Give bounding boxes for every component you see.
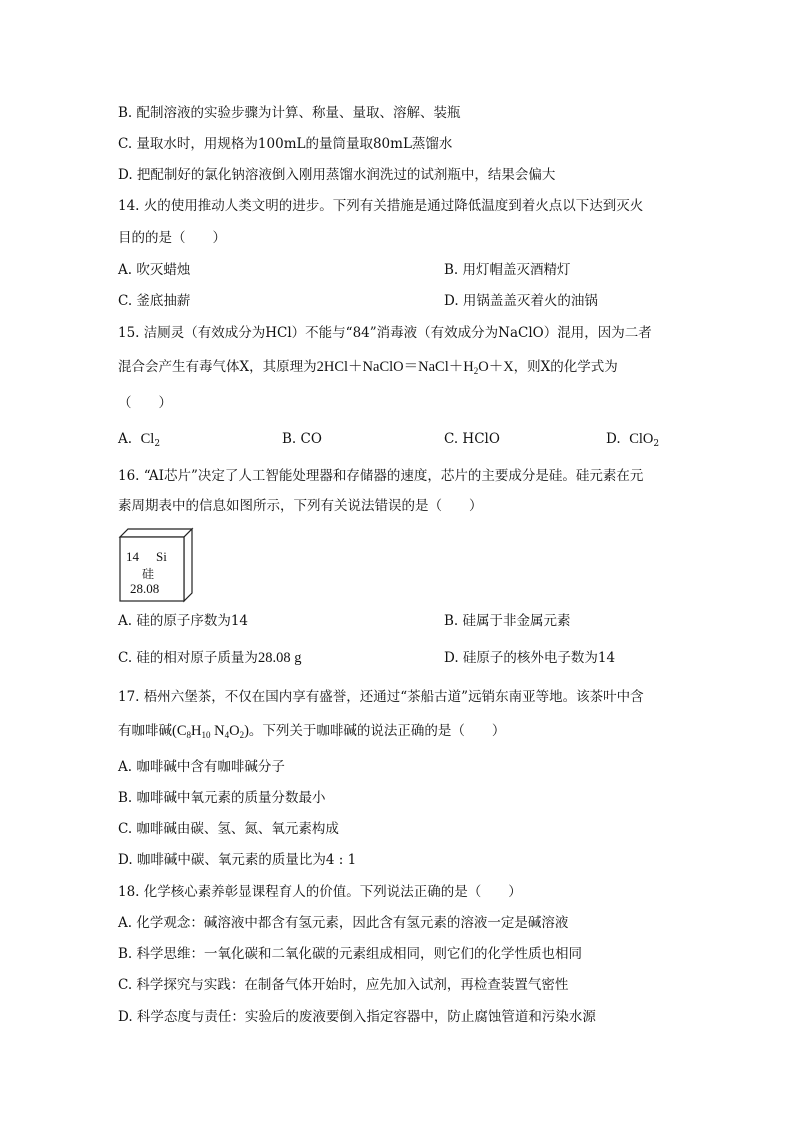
q15-option-a-subscript: 2 xyxy=(154,439,161,449)
q15-option-a-formula: Cl xyxy=(140,431,155,447)
q16-option-b: B. 硅属于非金属元素 xyxy=(444,613,571,629)
q18-option-a: A. 化学观念：碱溶液中都含有氢元素，因此含有氢元素的溶液一定是碱溶液 xyxy=(118,915,569,931)
q16-stem-line1: 16. “AI芯片”决定了人工智能处理器和存储器的速度，芯片的主要成分是硅。硅元素在元 xyxy=(118,468,644,484)
q18-stem: 18. 化学核心素养彰显课程育人的价值。下列说法正确的是（ ） xyxy=(118,884,522,900)
q14-stem-line2: 目的的是（ ） xyxy=(118,230,226,246)
q14-option-a: A. 吹灭蜡烛 xyxy=(118,262,191,278)
formula-n: N xyxy=(210,723,225,739)
q15-stem-question: ，则X的化学式为 xyxy=(513,359,618,375)
formula-o: O xyxy=(229,723,240,739)
element-atomic-mass: 28.08 xyxy=(130,581,160,596)
element-symbol: Si xyxy=(156,549,167,564)
formula-close: ) xyxy=(244,723,249,739)
q15-option-c: C. HClO xyxy=(444,431,500,447)
formula-sub-h: 10 xyxy=(201,730,211,740)
q15-stem-line2 xyxy=(118,358,618,376)
q15-eq-lhs: 2HCl＋NaClO＝NaCl＋H xyxy=(316,359,474,375)
formula-h: H xyxy=(191,723,202,739)
silicon-element-cube xyxy=(118,527,194,603)
q18-option-d: D. 科学态度与责任：实验后的废液要倒入指定容器中，防止腐蚀管道和污染水源 xyxy=(118,1009,596,1025)
q17-stem-text: 有咖啡碱 xyxy=(118,723,172,739)
q13-option-c: C. 量取水时，用规格为100mL的量筒量取80mL蒸馏水 xyxy=(118,136,453,152)
caffeine-formula xyxy=(172,723,249,739)
q15-eq-rhs: O＋X xyxy=(478,359,514,375)
q17-option-d: D. 咖啡碱中碳、氧元素的质量比为4 : 1 xyxy=(118,852,357,868)
q15-option-a xyxy=(118,430,160,448)
element-atomic-number: 14 xyxy=(126,549,139,564)
q15-stem-text: 混合会产生有毒气体X，其原理为 xyxy=(118,359,317,375)
q15-equation xyxy=(317,359,514,375)
q15-eq-subscript: 2 xyxy=(473,366,479,376)
formula-sub-n: 4 xyxy=(224,730,230,740)
q15-stem-line3: （ ） xyxy=(118,395,172,411)
q14-option-d: D. 用锅盖盖灭着火的油锅 xyxy=(444,293,598,309)
formula-open: (C xyxy=(172,723,187,739)
q15-option-d-letter: D. xyxy=(606,431,621,447)
q16-option-d: D. 硅原子的核外电子数为14 xyxy=(444,650,616,666)
formula-sub-o: 2 xyxy=(239,730,245,740)
q17-stem-line2 xyxy=(118,722,505,740)
q15-option-a-letter: A. xyxy=(118,431,133,447)
q17-stem-question: 。下列关于咖啡碱的说法正确的是（ ） xyxy=(248,723,506,739)
q17-option-c: C. 咖啡碱由碳、氢、氮、氧元素构成 xyxy=(118,821,339,837)
q16-option-c-text: C. 硅的相对原子质量为 xyxy=(118,650,258,666)
q17-option-a: A. 咖啡碱中含有咖啡碱分子 xyxy=(118,759,285,775)
formula-sub-c: 8 xyxy=(186,730,191,740)
q16-option-a: A. 硅的原子序数为14 xyxy=(118,613,249,629)
q15-option-b: B. CO xyxy=(282,431,322,447)
q13-option-b: B. 配制溶液的实验步骤为计算、称量、量取、溶解、装瓶 xyxy=(118,105,461,121)
q18-option-c: C. 科学探究与实践：在制备气体开始时，应先加入试剂，再检查装置气密性 xyxy=(118,977,569,993)
q15-option-d-formula: ClO xyxy=(629,431,654,447)
q16-option-c xyxy=(118,649,301,667)
element-name: 硅 xyxy=(142,567,155,581)
q14-option-b: B. 用灯帽盖灭酒精灯 xyxy=(444,262,571,278)
q17-stem-line1: 17. 梧州六堡茶，不仅在国内享有盛誉，还通过“茶船古道”远销东南亚等地。该茶叶中含 xyxy=(118,689,644,705)
q16-option-c-value: 28.08 g xyxy=(257,650,302,666)
q18-option-b: B. 科学思维：一氧化碳和二氧化碳的元素组成相同，则它们的化学性质也相同 xyxy=(118,946,583,962)
q17-option-b: B. 咖啡碱中氧元素的质量分数最小 xyxy=(118,790,326,806)
q15-option-d-subscript: 2 xyxy=(653,439,660,449)
q16-stem-line2: 素周期表中的信息如图所示，下列有关说法错误的是（ ） xyxy=(118,498,483,514)
q15-stem-line1: 15. 洁厕灵（有效成分为HCl）不能与“84”消毒液（有效成分为NaClO）混用，因为二者 xyxy=(118,325,652,341)
q14-option-c: C. 釜底抽薪 xyxy=(118,293,191,309)
q15-option-d xyxy=(606,430,659,448)
q13-option-d: D. 把配制好的氯化钠溶液倒入刚用蒸馏水润洗过的试剂瓶中，结果会偏大 xyxy=(118,167,556,183)
q14-stem-line1: 14. 火的使用推动人类文明的进步。下列有关措施是通过降低温度到着火点以下达到灭火 xyxy=(118,198,644,214)
